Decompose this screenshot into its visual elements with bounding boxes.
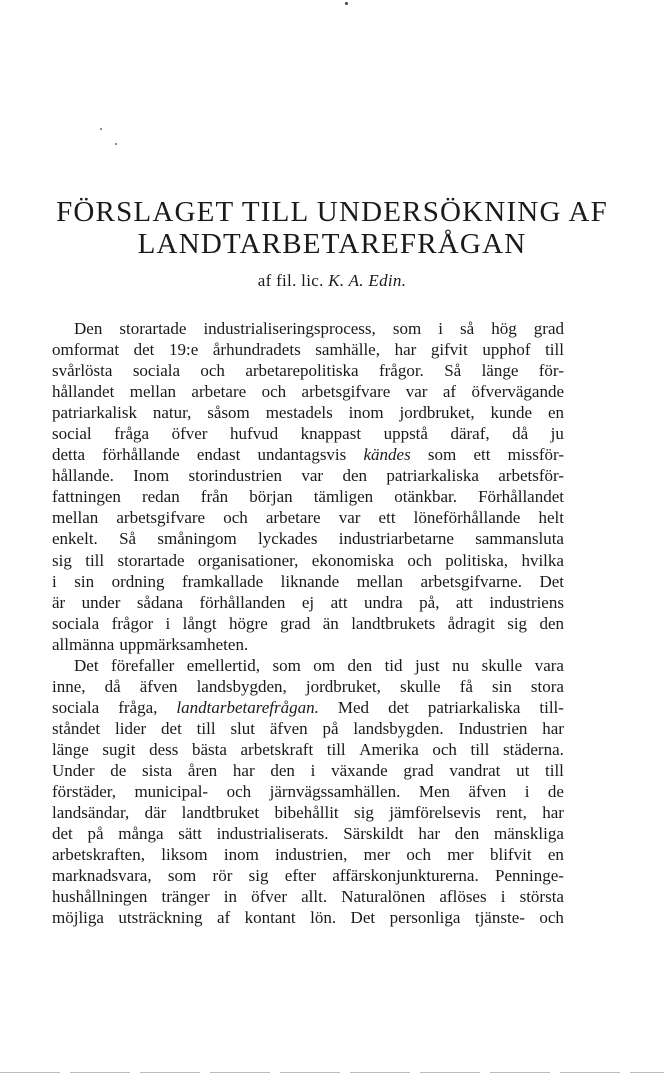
page-top-mark bbox=[345, 2, 348, 5]
text-line: sociala frågor i långt högre grad än landtbrukets ådragit sig den bbox=[52, 613, 564, 633]
text-line: detta förhållande endast undantagsvis kändes som ett missför- bbox=[52, 445, 564, 465]
text-line: enkelt. Så småningom lyckades industriarbetarne sammansluta bbox=[52, 529, 564, 549]
text-line: svårlösta sociala och arbetarepolitiska frågor. Så länge för- bbox=[52, 361, 564, 381]
text-line: social fråga öfver hufvud knappast uppstå däraf, då ju bbox=[52, 424, 564, 444]
text-line: Under de sista åren har den i växande grad vandrat ut till bbox=[52, 760, 564, 780]
text-line: sig till storartade organisationer, ekonomiska och politiska, hvilka bbox=[52, 550, 564, 570]
paragraph-1 bbox=[52, 318, 564, 655]
text-line: fattningen redan från början tämligen otänkbar. Förhållandet bbox=[52, 487, 564, 507]
text-line: hushållningen tränger in öfver allt. Naturalönen aflöses i största bbox=[52, 887, 564, 907]
text-line: arbetskraften, liksom inom industrien, mer och mer blifvit en bbox=[52, 845, 564, 865]
text-line: är under sådana förhållanden ej att undra på, att industriens bbox=[52, 592, 564, 612]
text-line: sociala fråga, landtarbetarefrågan. Med det patriarkaliska till- bbox=[52, 697, 564, 717]
text-line: Det förefaller emellertid, som om den tid just nu skulle vara bbox=[74, 655, 564, 675]
text-line: Den storartade industrialiseringsprocess, som i så hög grad bbox=[74, 319, 564, 338]
article-body bbox=[52, 318, 564, 928]
text-line: förstäder, municipal- och järnvägssamhällen. Men äfven i de bbox=[52, 782, 564, 802]
article-title-line-1: FÖRSLAGET TILL UNDERSÖKNING AF bbox=[56, 196, 608, 228]
text-line: allmänna uppmärksamheten. bbox=[52, 634, 249, 654]
byline bbox=[40, 270, 624, 292]
text-line: omformat det 19:e århundradets samhälle, har gifvit upphof till bbox=[52, 340, 564, 360]
paper-speck bbox=[100, 128, 102, 130]
text-line: länge sugit dess bästa arbetskraft till Amerika och till städerna. bbox=[52, 739, 564, 759]
text-line: landsändar, där landtbruket bibehållit sig jämförelsevis rent, har bbox=[52, 803, 564, 823]
text-line: inne, då äfven landsbygden, jordbruket, skulle få sin stora bbox=[52, 676, 564, 696]
byline-prefix: af fil. lic. bbox=[257, 271, 324, 290]
article-title-line-2: LANDTARBETAREFRÅGAN bbox=[137, 228, 527, 260]
text-line: det på många sätt industrialiserats. Särskildt har den mänskliga bbox=[52, 824, 564, 844]
text-line: i sin ordning framkallade liknande mellan arbetsgifvarne. Det bbox=[52, 571, 564, 591]
paper-speck bbox=[115, 143, 117, 145]
text-line: hållandet mellan arbetare och arbetsgifvare var af öfvervägande bbox=[52, 382, 564, 402]
byline-author: K. A. Edin. bbox=[328, 271, 407, 290]
text-line: ståndet lider det till slut äfven på landsbygden. Industrien har bbox=[52, 718, 564, 738]
paragraph-2 bbox=[52, 655, 564, 929]
text-line: mellan arbetsgifvare och arbetare var ett löneförhållande helt bbox=[52, 508, 564, 528]
text-line: marknadsvara, som rör sig efter affärskonjunkturerna. Penninge- bbox=[52, 866, 564, 886]
text-line: möjliga utsträckning af kontant lön. Det personliga tjänste- och bbox=[52, 908, 564, 928]
page-bottom-edge bbox=[0, 1072, 664, 1073]
text-line: hållande. Inom storindustrien var den patriarkaliska arbetsför- bbox=[52, 466, 564, 486]
text-line: patriarkalisk natur, såsom mestadels inom jordbruket, kunde en bbox=[52, 403, 564, 423]
